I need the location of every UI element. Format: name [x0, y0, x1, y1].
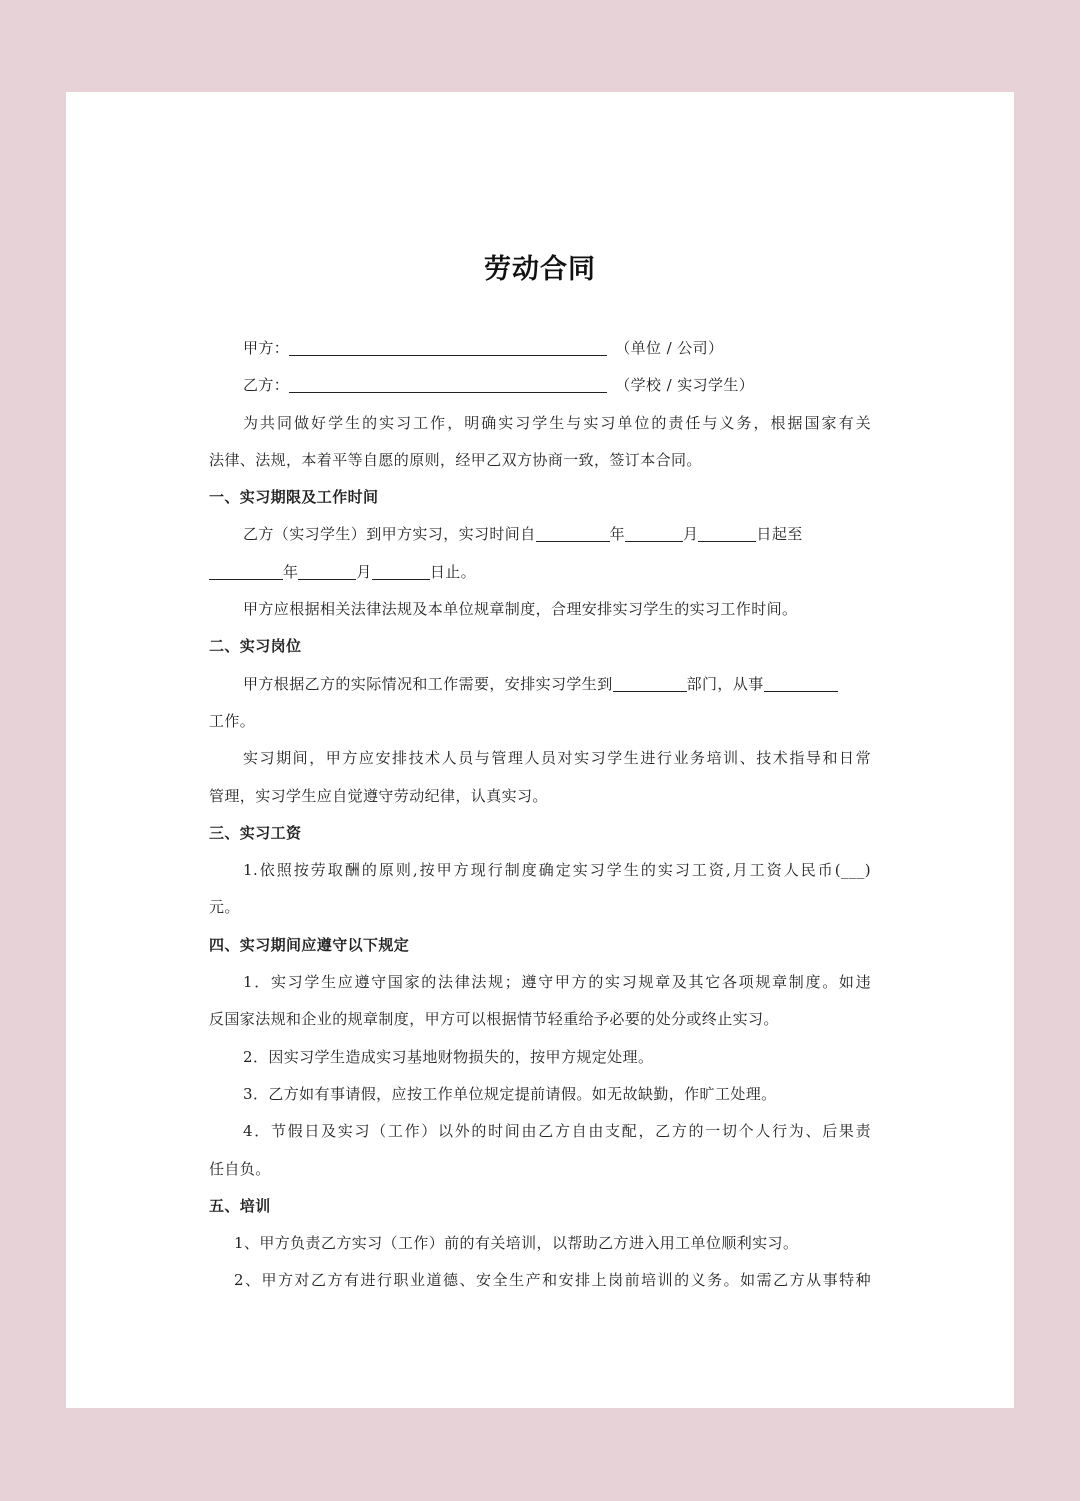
- start-year-blank[interactable]: [536, 523, 610, 542]
- section-4-item-1-line-1: 1．实习学生应遵守国家的法律法规；遵守甲方的实习规章及其它各项规章制度。如违: [243, 973, 871, 992]
- job-blank[interactable]: [764, 673, 838, 692]
- section-4-item-4-line-1: 4．节假日及实习（工作）以外的时间由乙方自由支配，乙方的一切个人行为、后果责: [243, 1122, 871, 1141]
- intro-line-1: 为共同做好学生的实习工作，明确实习学生与实习单位的责任与义务，根据国家有关: [243, 413, 871, 432]
- day-to-label: 日止。: [429, 562, 477, 581]
- party-a-note: （单位 / 公司）: [615, 339, 724, 357]
- document-title: 劳动合同: [484, 254, 596, 285]
- section-2-p1-line: [209, 666, 871, 703]
- section-3-p1-line-1: 1.依照按劳取酬的原则,按甲方现行制度确定实习学生的实习工资,月工资人民币(___): [243, 861, 871, 880]
- section-4-item-2: 2．因实习学生造成实习基地财物损失的，按甲方规定处理。: [243, 1047, 654, 1066]
- party-b-blank[interactable]: [289, 374, 607, 393]
- section-2-p2-line-2: 管理，实习学生应自觉遵守劳动纪律，认真实习。: [209, 786, 548, 805]
- party-b-label: 乙方：: [243, 376, 290, 395]
- section-4-item-3: 3．乙方如有事请假，应按工作单位规定提前请假。如无故缺勤，作旷工处理。: [243, 1084, 777, 1103]
- document-page: [66, 92, 1014, 1408]
- section-5-item-1: 1、甲方负责乙方实习（工作）前的有关培训，以帮助乙方进入用工单位顺利实习。: [234, 1234, 799, 1253]
- section-1-period-end-line: [209, 554, 871, 591]
- year-label: 年: [609, 525, 626, 544]
- end-year-blank[interactable]: [209, 561, 283, 580]
- department-blank[interactable]: [613, 673, 687, 692]
- section-5-item-2: 2、甲方对乙方有进行职业道德、安全生产和安排上岗前培训的义务。如需乙方从事特种: [234, 1271, 871, 1290]
- section-2-p1-end: 工作。: [209, 711, 256, 730]
- section-2-p2-line-1: 实习期间，甲方应安排技术人员与管理人员对实习学生进行业务培训、技术指导和日常: [243, 749, 871, 768]
- section-4-item-1-line-2: 反国家法规和企业的规章制度，甲方可以根据情节轻重给予必要的处分或终止实习。: [209, 1010, 779, 1029]
- party-a-line: [209, 330, 871, 367]
- start-month-blank[interactable]: [625, 523, 683, 542]
- section-2-p1-mid: 部门，从事: [686, 674, 764, 693]
- month-label-2: 月: [356, 562, 372, 581]
- end-day-blank[interactable]: [372, 561, 430, 580]
- party-a-label: 甲方：: [243, 339, 290, 357]
- party-b-line: [209, 367, 871, 404]
- section-1-period-line: [209, 516, 871, 553]
- section-4-item-4-line-2: 任自负。: [209, 1159, 271, 1178]
- party-b-note: （学校 / 实习学生）: [615, 376, 755, 395]
- section-4-heading: 四、实习期间应遵守以下规定: [209, 935, 410, 954]
- section-2-p1-text: 甲方根据乙方的实际情况和工作需要，安排实习学生到: [243, 674, 613, 693]
- section-3-p1-line-2: 元。: [209, 898, 240, 917]
- party-a-blank[interactable]: [289, 337, 607, 356]
- section-2-heading: 二、实习岗位: [209, 637, 302, 656]
- intro-line-2: 法律、法规，本着平等自愿的原则，经甲乙双方协商一致，签订本合同。: [209, 450, 702, 469]
- day-from-label: 日起至: [756, 525, 803, 544]
- start-day-blank[interactable]: [698, 523, 756, 542]
- section-1-period-text: 乙方（实习学生）到甲方实习，实习时间自: [243, 525, 536, 544]
- month-label: 月: [683, 525, 699, 544]
- section-1-heading: 一、实习期限及工作时间: [209, 488, 379, 507]
- end-month-blank[interactable]: [298, 561, 356, 580]
- section-5-heading: 五、培训: [209, 1196, 271, 1215]
- section-1-p2: 甲方应根据相关法律法规及本单位规章制度，合理安排实习学生的实习工作时间。: [243, 600, 798, 619]
- section-3-heading: 三、实习工资: [209, 823, 302, 842]
- year-label-2: 年: [283, 562, 299, 581]
